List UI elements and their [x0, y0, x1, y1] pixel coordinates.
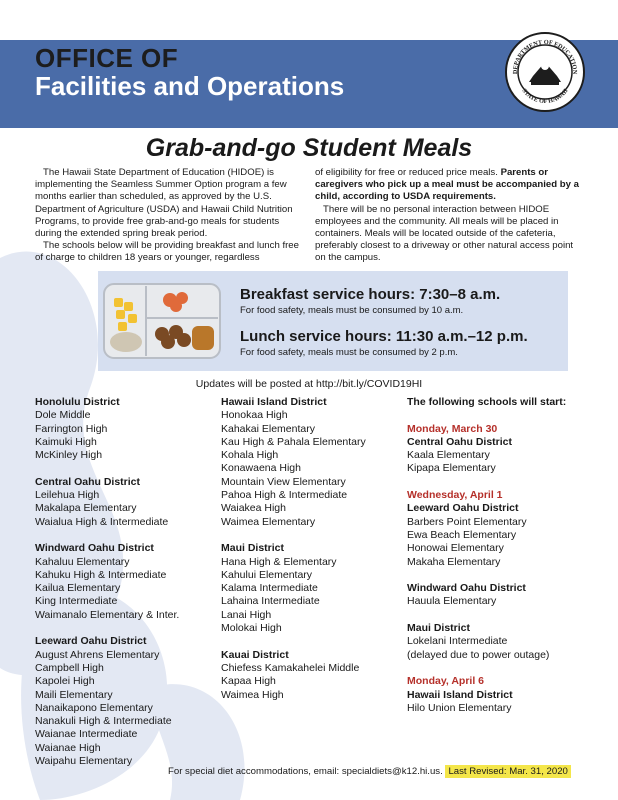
lunch-hours-title: Lunch service hours: 11:30 a.m.–12 p.m.: [240, 328, 528, 345]
school-item: Konawaena High: [221, 462, 301, 475]
meal-tray-image: [100, 278, 224, 364]
updates-link-text[interactable]: Updates will be posted at http://bit.ly/COVID19HI: [195, 378, 423, 390]
school-item: August Ahrens Elementary: [35, 648, 160, 661]
intro-paragraph-bold: Parents or caregivers who pick up a meal must be accompanied by a child, according to USDA requirements.: [315, 167, 579, 203]
school-item: Kohala High: [221, 449, 279, 462]
school-item: Lahaina Intermediate: [221, 595, 320, 608]
school-item: Chiefess Kamakahelei Middle: [221, 661, 360, 674]
school-item: Pahoa High & Intermediate: [221, 489, 348, 502]
district-heading: Hawaii Island District: [407, 688, 513, 701]
school-item: Ewa Beach Elementary: [407, 528, 517, 541]
school-item: Kaimuki High: [35, 435, 97, 448]
intro-paragraph: The Hawaii State Department of Education (HIDOE) is implementing the Seamless Summer Option program a few months earlier than scheduled, as approved by the U.S. Department of Agriculture (USDA) and Hawaii Child Nutrition Programs, to provide free grab-and-go meals for students during the extended spring break period.: [35, 167, 293, 240]
school-item: Kau High & Pahala Elementary: [221, 435, 366, 448]
district-heading: Kauai District: [221, 648, 289, 661]
school-item: Honowai Elementary: [407, 542, 504, 555]
school-item: Kahuku High & Intermediate: [35, 568, 167, 581]
school-item: Honokaa High: [221, 409, 288, 422]
school-list-column-1: [35, 396, 179, 768]
lunch-note: For food safety, meals must be consumed by 2 p.m.: [240, 347, 458, 358]
intro-paragraph: The schools below will be providing breakfast and lunch free of charge to children 18 years or younger, regardless: [35, 240, 299, 264]
svg-text:DEPARTMENT OF EDUCATION: DEPARTMENT OF EDUCATION: [511, 38, 579, 75]
intro-paragraph: There will be no personal interaction between HIDOE employees and the community. All meals will be placed in containers. Meals will be located outside of the cafeteria, preferably closest to a driveway or other natural access point on the campus.: [315, 203, 574, 264]
school-item: Kapolei High: [35, 675, 95, 688]
school-item: Barbers Point Elementary: [407, 515, 527, 528]
school-item: Hauula Elementary: [407, 595, 497, 608]
header-title-line2: Facilities and Operations: [35, 71, 345, 101]
school-item-note: (delayed due to power outage): [407, 648, 550, 661]
department-seal-logo: [505, 32, 585, 112]
last-revised-badge: Last Revised: Mar. 31, 2020: [445, 765, 570, 778]
school-item: Waimea High: [221, 688, 284, 701]
breakfast-note: For food safety, meals must be consumed by 10 a.m.: [240, 305, 464, 316]
school-item: Campbell High: [35, 661, 104, 674]
school-item: McKinley High: [35, 449, 103, 462]
start-dates-column: [407, 396, 566, 715]
school-item: Makalapa Elementary: [35, 502, 137, 515]
district-heading: Windward Oahu District: [407, 582, 526, 595]
page-title: Grab-and-go Student Meals: [145, 134, 473, 162]
school-item: Kaala Elementary: [407, 449, 490, 462]
start-date: Wednesday, April 1: [407, 489, 503, 502]
school-item: King Intermediate: [35, 595, 118, 608]
school-item: Kahakai Elementary: [221, 422, 315, 435]
district-heading: Windward Oahu District: [35, 542, 154, 555]
start-date: Monday, March 30: [407, 422, 498, 435]
svg-text:STATE OF HAWAII: STATE OF HAWAII: [520, 87, 570, 106]
school-item: Dole Middle: [35, 409, 91, 422]
school-item: Hana High & Elementary: [221, 555, 337, 568]
school-item: Kipapa Elementary: [407, 462, 496, 475]
school-item: Mountain View Elementary: [221, 475, 346, 488]
school-item: Waimea Elementary: [221, 515, 316, 528]
school-item: Kahului Elementary: [221, 568, 313, 581]
school-item: Makaha Elementary: [407, 555, 501, 568]
district-heading: Maui District: [407, 622, 471, 635]
school-item: Kahaluu Elementary: [35, 555, 130, 568]
header-title-line1: OFFICE OF: [35, 43, 179, 73]
school-item: Leilehua High: [35, 489, 100, 502]
school-item: Waiakea High: [221, 502, 286, 515]
school-item: Nanaikapono Elementary: [35, 701, 153, 714]
intro-column-right: [315, 167, 585, 265]
school-item: Waimanalo Elementary & Inter.: [35, 608, 180, 621]
district-heading: Central Oahu District: [35, 475, 141, 488]
school-item: Waianae High: [35, 741, 101, 754]
district-heading: Central Oahu District: [407, 435, 513, 448]
start-dates-heading: The following schools will start:: [407, 396, 567, 408]
district-heading: Leeward Oahu District: [35, 635, 147, 648]
school-list-column-2: [221, 396, 366, 702]
footer: [168, 766, 571, 777]
district-heading: Hawaii Island District: [221, 396, 327, 408]
school-item: Waipahu Elementary: [35, 755, 133, 768]
school-item: Nanakuli High & Intermediate: [35, 715, 172, 728]
district-heading: Honolulu District: [35, 396, 120, 408]
intro-column-left: [35, 167, 303, 265]
intro-paragraph: of eligibility for free or reduced price meals.: [315, 167, 501, 178]
school-item: Kalama Intermediate: [221, 582, 318, 595]
school-item: Molokai High: [221, 622, 282, 635]
district-heading: Maui District: [221, 542, 285, 555]
school-item: Lokelani Intermediate: [407, 635, 508, 648]
school-item: Kailua Elementary: [35, 582, 121, 595]
school-item: Maili Elementary: [35, 688, 113, 701]
school-item: Kapaa High: [221, 675, 276, 688]
special-diet-email-text[interactable]: For special diet accommodations, email: specialdiets@k12.hi.us.: [168, 766, 443, 777]
breakfast-hours-title: Breakfast service hours: 7:30–8 a.m.: [240, 286, 501, 303]
start-date: Monday, April 6: [407, 675, 485, 688]
school-item: Farrington High: [35, 422, 108, 435]
school-item: Lanai High: [221, 608, 272, 621]
school-item: Waialua High & Intermediate: [35, 515, 169, 528]
school-item: Hilo Union Elementary: [407, 701, 512, 714]
district-heading: Leeward Oahu District: [407, 502, 519, 515]
school-item: Waianae Intermediate: [35, 728, 138, 741]
